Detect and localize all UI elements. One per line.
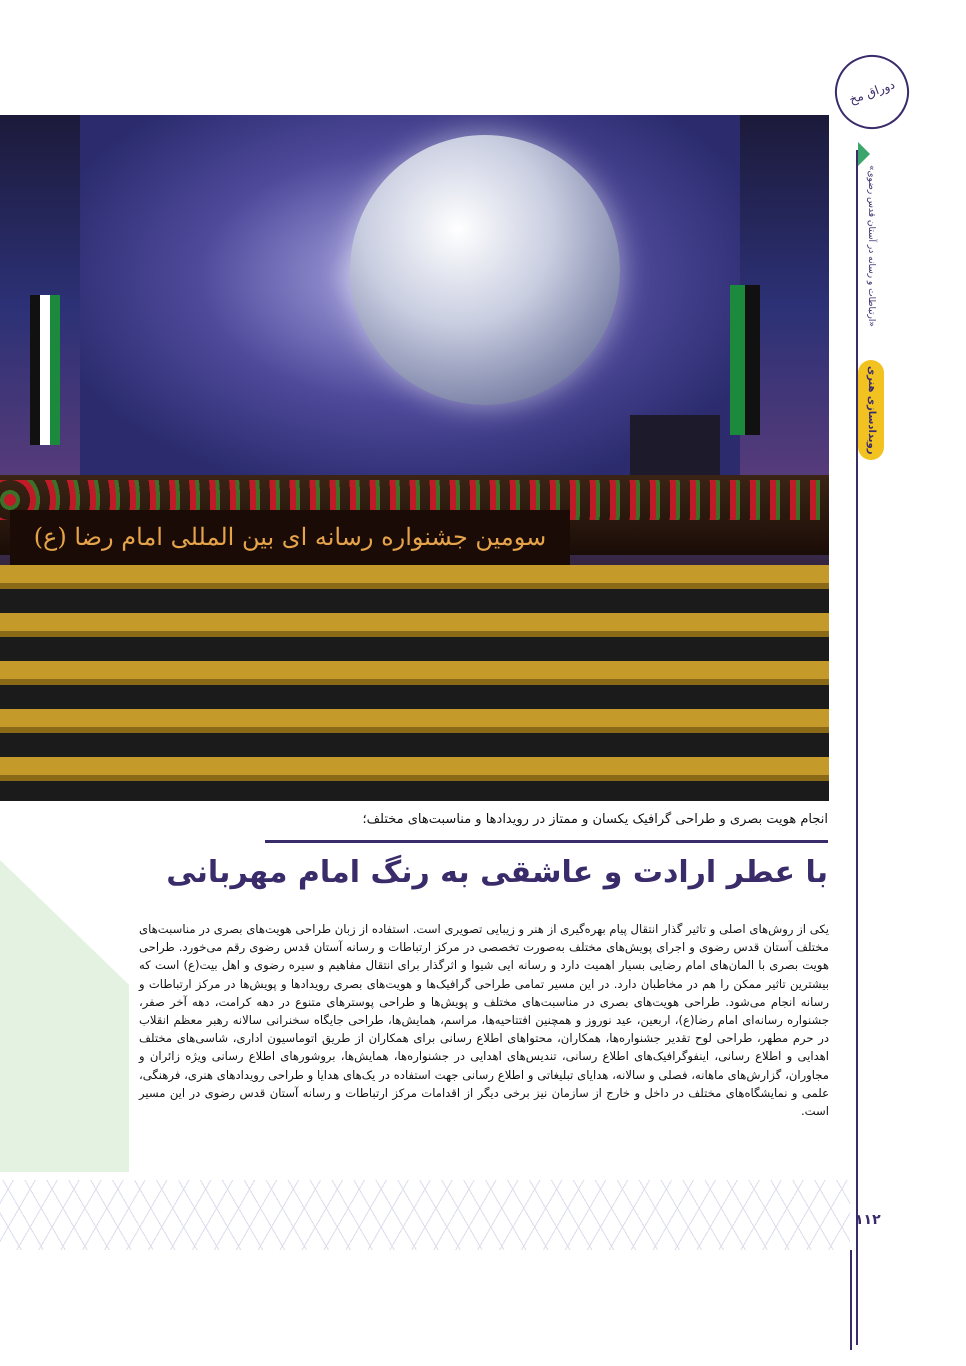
title-rule [265, 840, 828, 843]
article-title: با عطر ارادت و عاشقی به رنگ امام مهربانی [166, 855, 828, 890]
magazine-logo: دوراق مخ [825, 45, 920, 140]
section-tag: رویدادسازی هنری [858, 360, 884, 460]
flag-right [730, 285, 760, 435]
globe-emblem [350, 135, 620, 405]
series-label: «ارتباطات و رسانه در آستان قدس رضوی» [866, 165, 876, 327]
audience-seats [0, 565, 829, 801]
page-number: ۱۱۲ [855, 1212, 881, 1228]
sidebar-rail [856, 150, 884, 1345]
stage-banner: سومین جشنواره رسانه ای بین المللی امام رضا (ع) [10, 510, 570, 565]
green-decor-shape [0, 860, 129, 1172]
bottom-decoration [850, 1250, 912, 1350]
event-photo [0, 115, 829, 801]
flag-left [30, 295, 60, 445]
footer-pattern [0, 1180, 850, 1250]
article-subtitle: انجام هویت بصری و طراحی گرافیک یکسان و ممتاز در رویدادها و مناسبت‌های مختلف؛ [362, 812, 828, 827]
article-body: یکی از روش‌های اصلی و تاثیر گذار انتقال پیام بهره‌گیری از هنر و زیبایی تصویری است. استفاده از زبان طراحی هویت‌های بصری در مناسبت‌های مختلف آستان قدس رضوی و اجرای پویش‌های مختلف به‌صورت تخصصی در مرکز ارتباطات و رسانه آستان قدس رضوی رقم می‌خورد. طراحی هویت بصری با المان‌های امام رضایی بسیار اهمیت دارد و رسانه ایی شیوا و اثرگذار برای انتقال مفاهیم و سیره رضوی و اهل بیت(ع) است که بیشترین تاثیر ممکن را هم در مخاطبان دارد. در این مسیر تمامی طراحی گرافیک‌ها و هویت‌های بصری رویدادها و پویش‌ها در مرکز ارتباطات و رسانه انجام می‌شود. طراحی هویت‌های بصری در مناسبت‌های مختلف و پویش‌ها و طراحی پوسترهای متنوع در دهه کرامت، دهه آخر صفر، جشنواره رسانه‌ای امام رضا(ع)، اربعین، عید نوروز و همچنین افتتاحیه‌ها، مراسم، همایش‌ها، طراحی جایگاه سخنرانی سالانه رهبر معظم انقلاب در حرم مطهر، طراحی لوح تقدیر جشنواره‌ها، همکاران، محتواهای اطلاع رسانی برای همکاران از طریق اتوماسیون اداری، شاسی‌های مختلف اهدایی و اطلاع رسانی، اینفوگرافیک‌های اطلاع رسانی، تندیس‌های اهدایی در جشنواره‌ها، همایش‌ها، بروشورهای اطلاع رسانی ویژه زائران و مجاوران، گزارش‌های ماهانه، فصلی و سالانه، هدایای تبلیغاتی و اطلاع رسانی جهت استفاده در یک‌های هدایا و طراحی رویدادهای هنری، فرهنگی، علمی و نمایشگاه‌های مختلف در داخل و خارج از سازمان نیز برخی دیگر از اقدامات مرکز ارتباطات و رسانه آستان قدس رضوی در این مسیر است. [139, 922, 829, 1119]
